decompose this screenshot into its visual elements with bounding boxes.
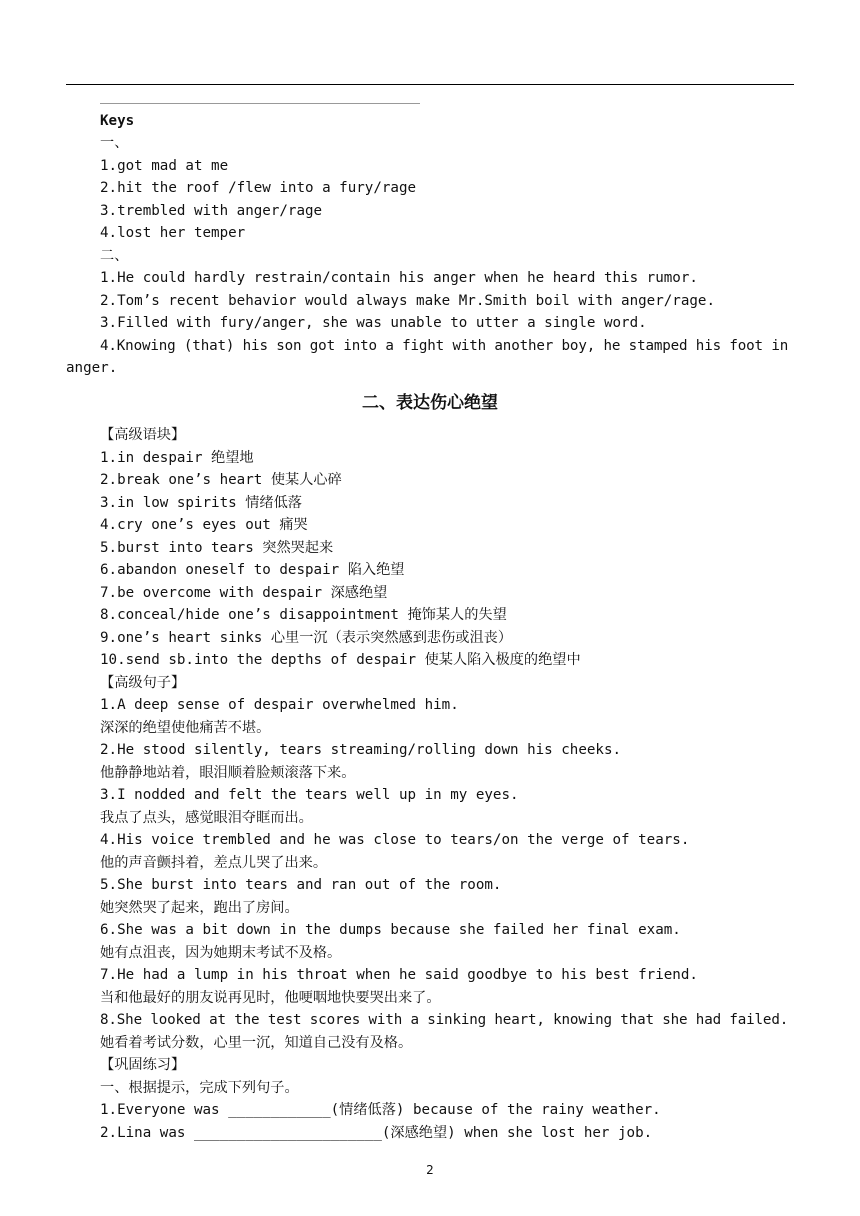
sentence-en: 3.I nodded and felt the tears well up in my eyes. (100, 787, 519, 803)
sentence-zh: 我点了点头，感觉眼泪夺眶而出。 (100, 809, 313, 826)
practice-instruction: 一、根据提示，完成下列句子。 (100, 1079, 299, 1096)
sentence-zh: 当和他最好的朋友说再见时，他哽咽地快要哭出来了。 (100, 989, 441, 1006)
chunk-item: 6.abandon oneself to despair 陷入绝望 (100, 562, 405, 578)
sentence-en: 5.She burst into tears and ran out of the room. (100, 877, 502, 893)
chunk-item: 5.burst into tears 突然哭起来 (100, 539, 334, 556)
sentence-zh: 她有点沮丧，因为她期末考试不及格。 (100, 944, 342, 961)
keys-part2-wrap: anger. (66, 360, 118, 376)
keys-part2-marker: 二、 (100, 247, 129, 264)
chunk-item: 10.send sb.into the depths of despair 使某人陷入极度的绝望中 (100, 652, 581, 668)
keys-part1-line: 1.got mad at me (100, 157, 229, 174)
chunk-item: 2.break one’s heart 使某人心碎 (100, 472, 342, 488)
practice-item: 1.Everyone was ____________(情绪低落) because of the rainy weather. (100, 1102, 661, 1118)
sentence-en: 8.She looked at the test scores with a sinking heart, knowing that she had failed. (100, 1012, 789, 1028)
sentence-en: 2.He stood silently, tears streaming/rolling down his cheeks. (100, 742, 622, 758)
chunk-item: 8.conceal/hide one’s disappointment 掩饰某人的失望 (100, 607, 507, 623)
keys-part1-line: 3.trembled with anger/rage (100, 202, 323, 219)
sentence-zh: 她突然哭了起来，跑出了房间。 (100, 899, 299, 916)
page-number: 2 (426, 1163, 434, 1177)
keys-part2-line: 4.Knowing (that) his son got into a fight with another boy, he stamped his foot in (100, 337, 789, 354)
keys-part2-line: 1.He could hardly restrain/contain his anger when he heard this rumor. (100, 270, 698, 286)
keys-title: Keys (100, 113, 135, 129)
chunk-item: 4.cry one’s eyes out 痛哭 (100, 517, 308, 533)
sentence-zh: 她看着考试分数，心里一沉，知道自己没有及格。 (100, 1034, 413, 1051)
sentence-en: 7.He had a lump in his throat when he said goodbye to his best friend. (100, 967, 698, 983)
chunk-item: 1.in despair 绝望地 (100, 449, 254, 466)
separator-rule (100, 103, 420, 104)
keys-part1-line: 4.lost her temper (100, 225, 246, 241)
sentence-zh: 深深的绝望使他痛苦不堪。 (100, 719, 271, 736)
keys-part2-line: 3.Filled with fury/anger, she was unable to utter a single word. (100, 315, 647, 331)
chunk-item: 9.one’s heart sinks 心里一沉（表示突然感到悲伤或沮丧） (100, 629, 513, 646)
keys-part1-marker: 一、 (100, 135, 129, 151)
sentence-en: 1.A deep sense of despair overwhelmed him. (100, 697, 459, 713)
sentence-zh: 他静静地站着，眼泪顺着脸颊滚落下来。 (100, 764, 356, 781)
chunks-heading: 【高级语块】 (100, 427, 186, 443)
keys-part2-line: 2.Tom’s recent behavior would always make Mr.Smith boil with anger/rage. (100, 292, 715, 309)
sentence-en: 4.His voice trembled and he was close to tears/on the verge of tears. (100, 832, 690, 848)
sentences-heading: 【高级句子】 (100, 674, 186, 691)
practice-item: 2.Lina was ______________________(深感绝望) when she lost her job. (100, 1124, 653, 1141)
chunk-item: 7.be overcome with despair 深感绝望 (100, 584, 388, 601)
header-rule (66, 84, 794, 85)
section-title: 二、表达伤心绝望 (362, 393, 498, 413)
chunk-item: 3.in low spirits 情绪低落 (100, 494, 302, 511)
practice-heading: 【巩固练习】 (100, 1057, 186, 1073)
sentence-en: 6.She was a bit down in the dumps because she failed her final exam. (100, 922, 681, 938)
keys-part1-line: 2.hit the roof /flew into a fury/rage (100, 180, 417, 196)
sentence-zh: 他的声音颤抖着，差点儿哭了出来。 (100, 854, 328, 871)
